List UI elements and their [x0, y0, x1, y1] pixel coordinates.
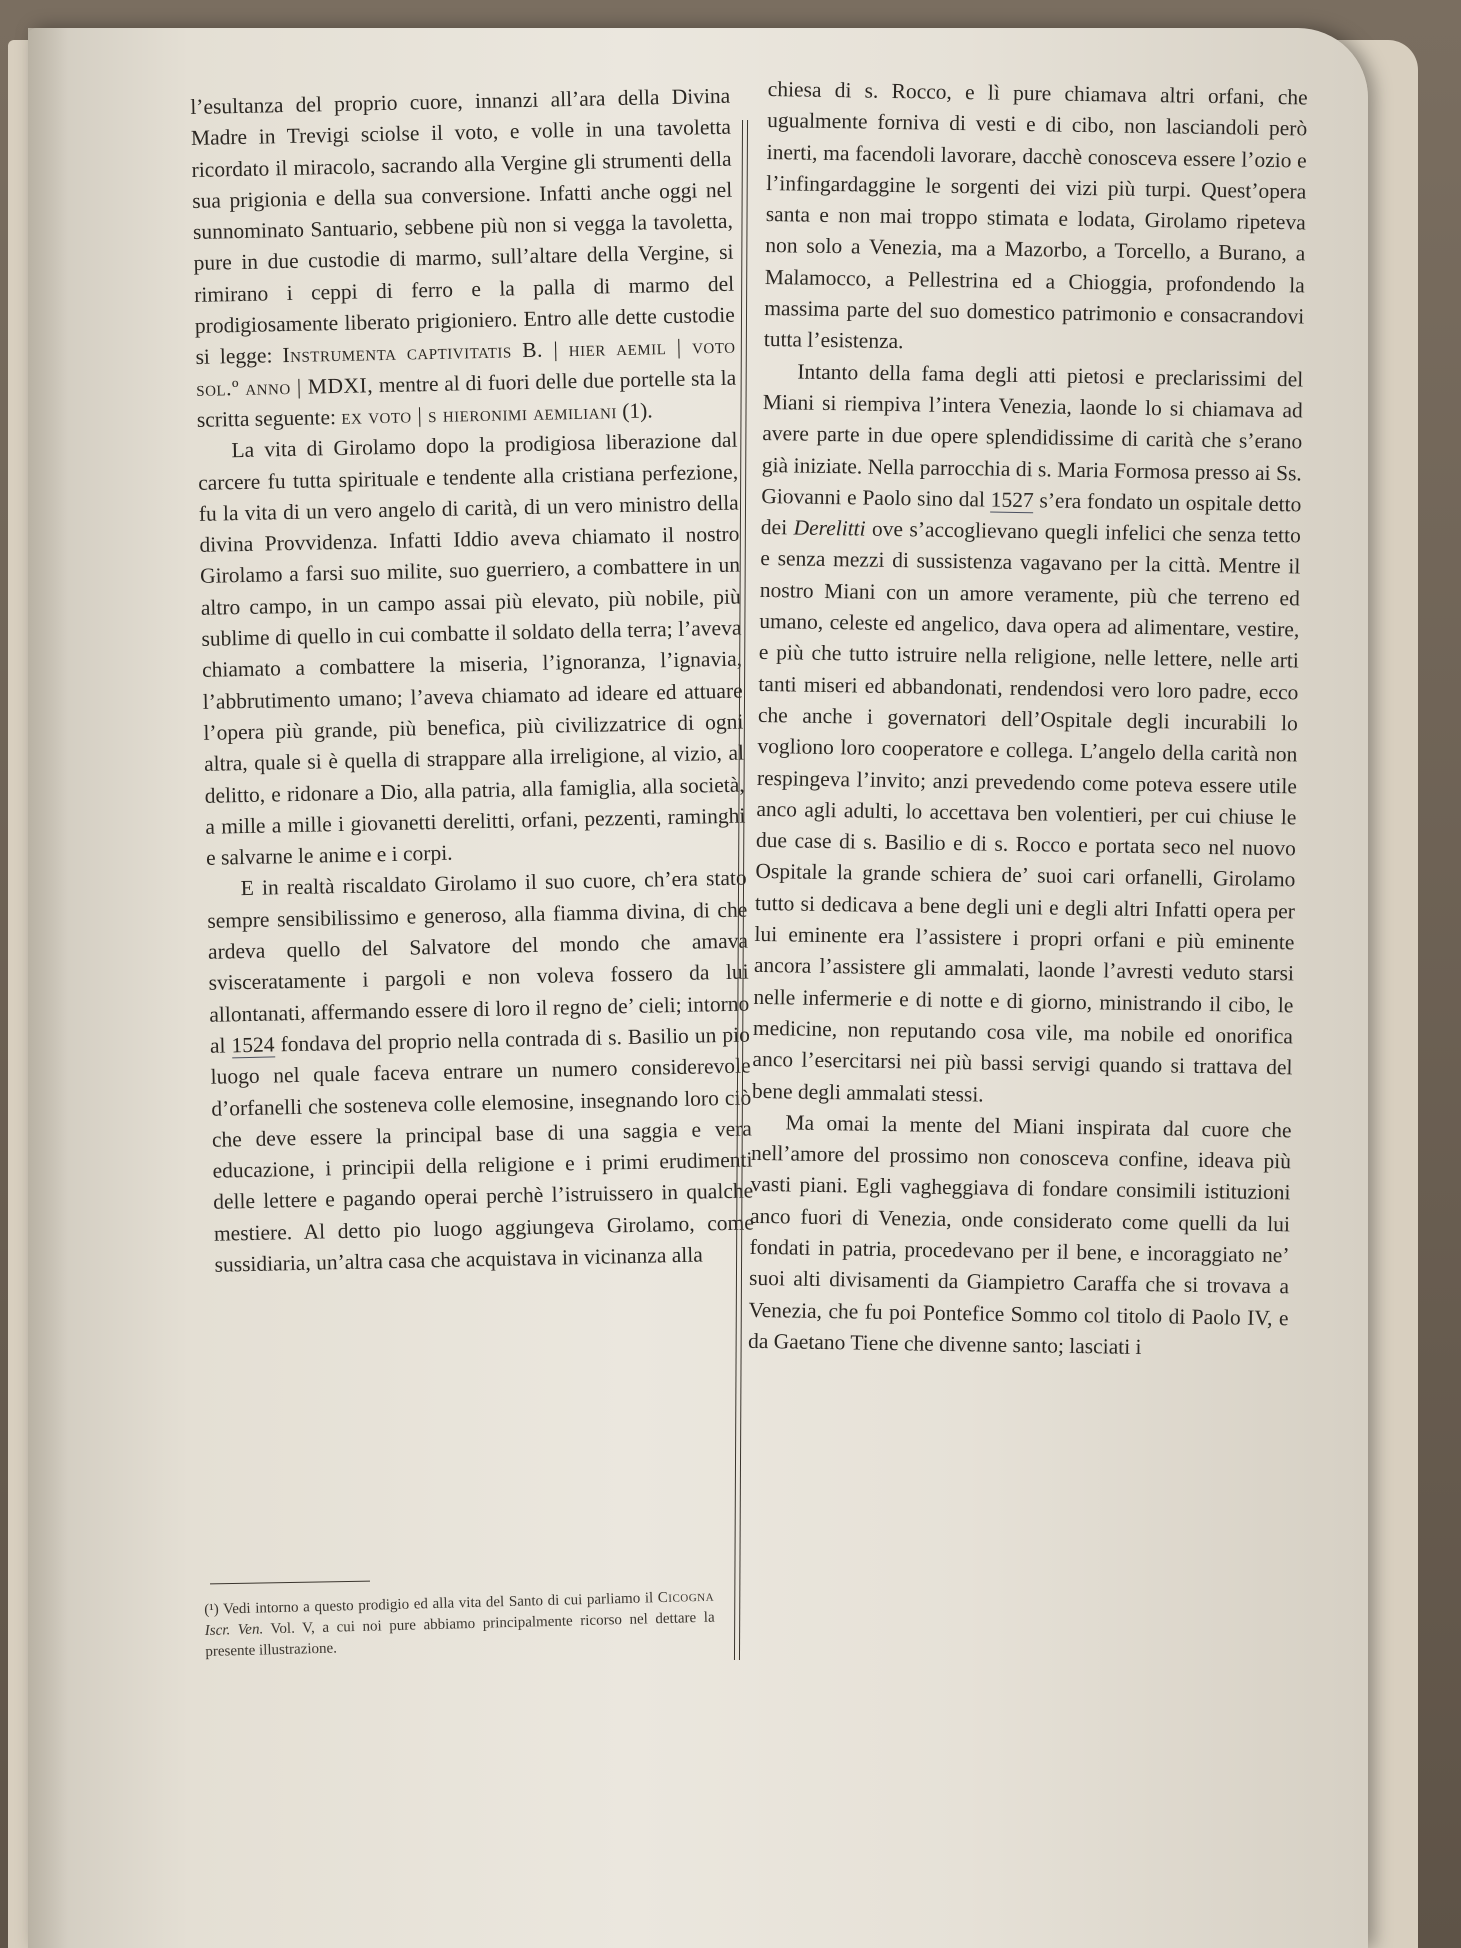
- year-1527: 1527: [990, 487, 1034, 513]
- derelitti-term: Derelitti: [793, 515, 866, 541]
- left-paragraph-2: La vita di Girolamo dopo la prodigiosa liberazione dal carcere fu tutta spirituale e tendente alla cristiana perfezione, fu la vita di un vero angelo di carità, di un vero ministro della divina Provvidenza. Infatti Iddio aveva chiamato il nostro Girolamo a farsi suo milite, suo guerriero, a combattere in un altro campo, in un campo assai più elevato, più nobile, più sublime di quello in cui combatte il soldato della terra; l’aveva chiamato a combattere la miseria, l’ignoranza, l’ignavia, l’abbrutimento umano; l’aveva chiamato ad ideare ed attuare l’opera più grande, più benefica, più civilizzatrice di ogni altra, quale si è quella di strappare alla irreligione, al vizio, al delitto, e ridonare a Dio, alla patria, alla famiglia, alla società, a mille a mille i giovanetti derelitti, orfani, pezzenti, raminghi e salvarne le anime e i corpi.: [197, 427, 746, 870]
- left-paragraph-3: E in realtà riscaldato Girolamo il suo cuore, ch’era stato sempre sensibilissimo e generoso, alla fiamma divina, di che ardeva quello del Salvatore del mondo che amava svisceratamente i pargoli e non voleva fossero da lui allontanati, affermando essere di loro il regno de’ cieli; intorno al 1524 fondava del proprio nella contrada di s. Basilio un pio luogo nel quale faceva entrare un numero considerevole d’orfanelli che sosteneva colle elemosine, insegnando loro ciò che deve essere la principal base di una saggia e vera educazione, i principii della religione e i primi erudimenti delle lettere e pagando operai perchè l’istruissero in qualche mestiere. Al detto pio luogo aggiungeva Girolamo, come sussidiaria, un’altra casa che acquistava in vicinanza alla: [207, 865, 755, 1277]
- left-paragraph-1: l’esultanza del proprio cuore, innanzi all’ara della Divina Madre in Trevigi sciolse il voto, e volle in una tavoletta ricordato il miracolo, sacrando alla Vergine gli strumenti della sua prigionia e della sua conversione. Infatti anche oggi nel sunnominato Santuario, sebbene più non si vegga la tavoletta, pure in due custodie di marmo, sull’altare della Vergine, si rimirano i ceppi di ferro e la palla di marmo del prodigiosamente liberato prigioniero. Entro alle dette custodie si legge: Instrumenta captivitatis B. | hier aemil | voto sol.º anno | MDXI, mentre al di fuori delle due portelle sta la scritta seguente: ex voto | s hieronimi aemiliani (1).: [190, 83, 737, 432]
- footnote-author: Cicogna: [657, 1588, 715, 1607]
- year-1524: 1524: [231, 1032, 275, 1058]
- footnote-work: Iscr. Ven.: [204, 1621, 264, 1639]
- footnote-marker: (¹): [204, 1601, 219, 1618]
- inscription-ex-voto: ex voto | s hieronimi aemiliani: [341, 399, 618, 429]
- footnote: (¹) Vedi intorno a questo prodigio ed alla vita del Santo di cui parliamo il Cicogna Iscr. Ven. Vol. V, a cui noi pure abbiamo principalmente ricorso nel dettare la presente illustrazione.: [204, 1588, 715, 1660]
- right-paragraph-1: chiesa di s. Rocco, e lì pure chiamava altri orfani, che ugualmente forniva di vesti e di cibo, non lasciandoli però inerti, ma facendoli lavorare, dacchè conosceva essere l’ozio e l’infingardaggine le sorgenti dei vizi più turpi. Quest’opera santa e non mai troppo stimata e lodata, Girolamo ripeteva non solo a Venezia, ma a Mazorbo, a Torcello, a Burano, a Malamocco, a Pellestrina ed a Chioggia, profondendo la massima parte del suo domestico patrimonio e consacrandovi tutta l’esistenza.: [763, 76, 1308, 354]
- inscription-captivitatis: Instrumenta captivitatis B. | hier aemil | voto sol.º anno | MDXI,: [195, 334, 736, 401]
- page-gutter-shadow: [28, 28, 68, 1948]
- right-paragraph-3: Ma omai la mente del Miani inspirata dal cuore che nell’amore del prossimo non conosceva confine, ideava più vasti piani. Egli vagheggiava di fondare consimili istituzioni anco fuori di Venezia, onde considerato come quelli da lui fondati in patria, procedevano per il bene, e incoraggiato ne’ suoi alti divisamenti da Giampietro Caraffa che si trovava a Venezia, che fu poi Pontefice Sommo col titolo di Paolo IV, e da Gaetano Tiene che divenne santo; lasciati i: [747, 1110, 1292, 1359]
- footnote-reference: (1).: [616, 398, 653, 424]
- left-text-column: [190, 81, 755, 1281]
- right-text-column: [748, 74, 1308, 1365]
- right-paragraph-2: Intanto della fama degli atti pietosi e preclarissimi del Miani si riempiva l’intera Venezia, laonde lo si chiamava ad avere parte in due opere splendidissime di carità che s’erano già iniziate. Nella parrocchia di s. Maria Formosa presso ai Ss. Giovanni e Paolo sino dal 1527 s’era fondato un ospitale detto dei Derelitti ove s’accoglievano quegli infelici che senza tetto e senza mezzi di sussistenza vagavano per la città. Mentre il nostro Miani con un amore veramente, più che terreno ed umano, celeste ed angelico, dava opera ad alimentare, vestire, e più che tutto istruire nella religione, nelle lettere, nelle arti tanti miseri ed abbandonati, rendendosi vero loro padre, ecco che anche i governatori dell’Ospitale degli incurabili lo vogliono loro cooperatore e collega. L’angelo della carità non respingeva l’invito; anzi prevedendo come poteva essere utile anco agli adulti, lo accettava ben volentieri, per cui chiuse le due case di s. Basilio e di s. Rocco e portata seco nel nuovo Ospitale la grande schiera de’ suoi cari orfanelli, Girolamo tutto si dedicava a bene degli uni e degli altri Infatti opera per lui eminente era l’assistere i propri orfani e più eminente ancora l’assistere gli ammalati, laonde l’avresti veduto starsi nelle infermerie e di notte e di giorno, ministrando il cibo, le medicine, non reputando cosa vile, ma nobile ed onorifica anco l’esercitarsi nei più bassi servigi quando si trattava del bene degli ammalati stessi.: [751, 359, 1304, 1107]
